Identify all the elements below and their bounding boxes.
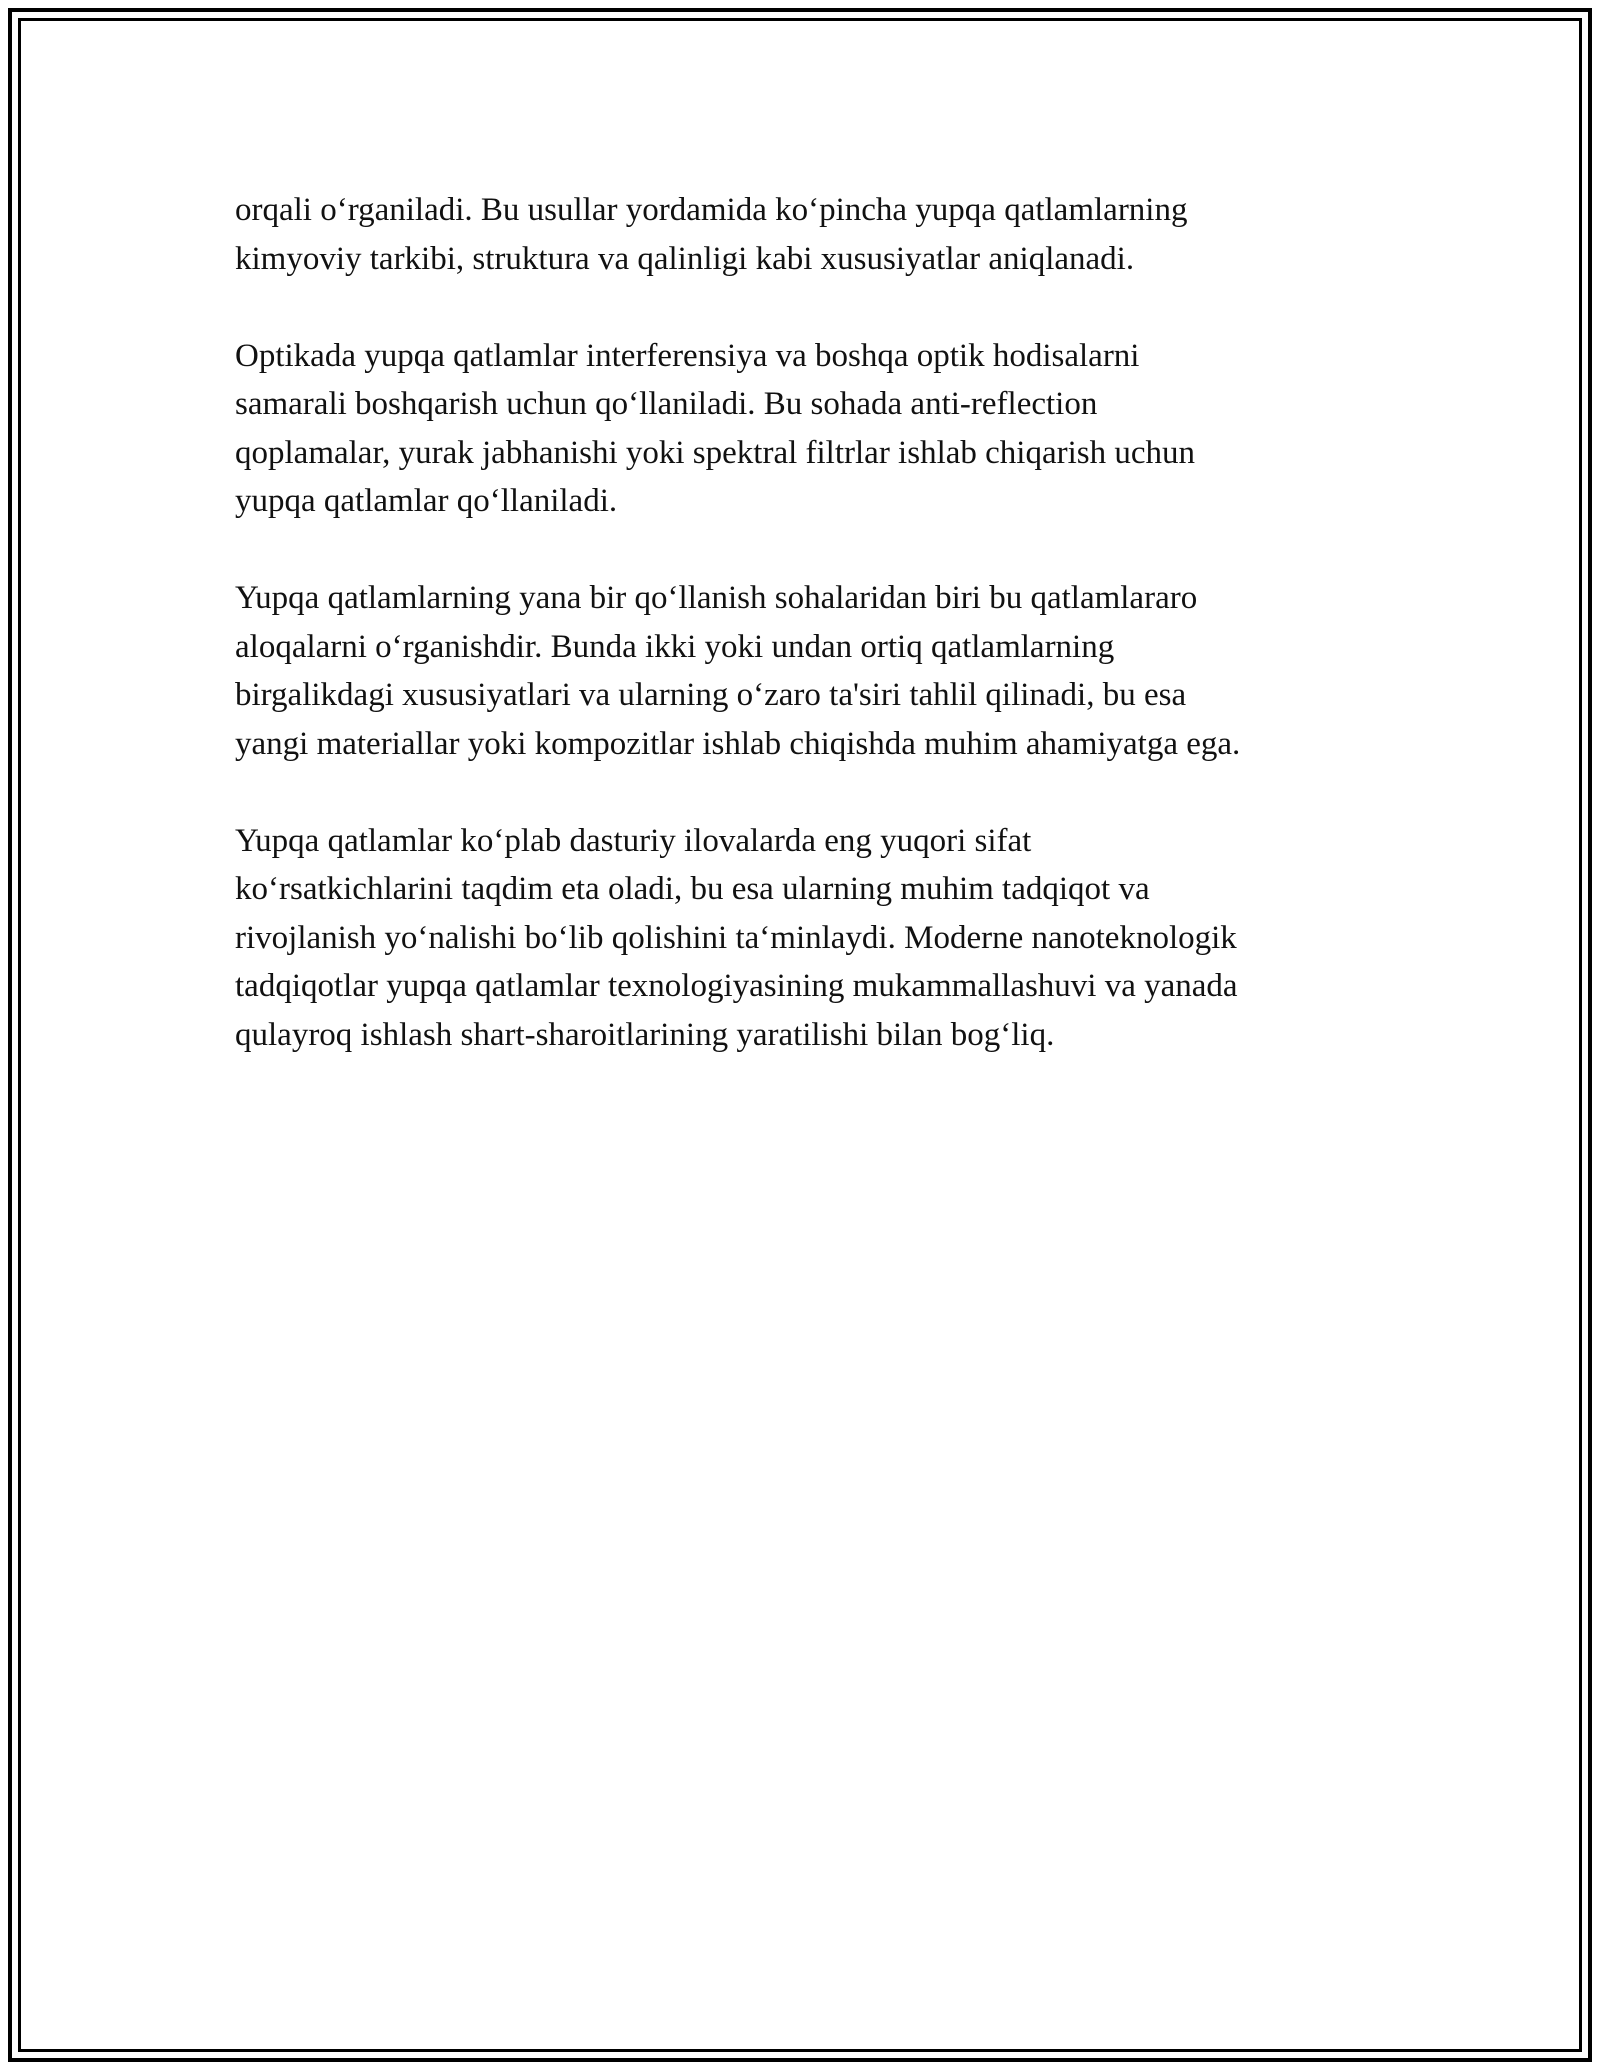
text-line: rivojlanish yo‘nalishi bo‘lib qolishini ta‘minlaydi. Moderne nanoteknologik [235, 919, 1237, 956]
text-line: Yupqa qatlamlarning yana bir qo‘llanish sohalaridan biri bu qatlamlararo [235, 580, 1198, 616]
text-line: ko‘rsatkichlarini taqdim eta oladi, bu esa ularning muhim tadqiqot va [235, 871, 1150, 907]
document-body [235, 186, 1365, 1108]
text-line: aloqalarni o‘rganishdir. Bunda ikki yoki undan ortiq qatlamlarning [235, 628, 1115, 665]
text-line: yupqa qatlamlar qo‘llaniladi. [235, 483, 618, 519]
text-line: yangi materiallar yoki kompozitlar ishlab chiqishda muhim ahamiyatga ega. [235, 725, 1241, 762]
paragraph [235, 817, 1365, 1060]
paragraph [235, 332, 1365, 526]
text-line: orqali o‘rganiladi. Bu usullar yordamida ko‘pincha yupqa qatlamlarning [235, 192, 1188, 228]
text-line: kimyoviy tarkibi, struktura va qalinligi kabi xususiyatlar aniqlanadi. [235, 240, 1135, 277]
text-line: birgalikdagi xususiyatlari va ularning o‘zaro ta'siri tahlil qilinadi, bu esa [235, 677, 1187, 713]
paragraph [235, 186, 1365, 283]
text-line: Optikada yupqa qatlamlar interferensiya va boshqa optik hodisalarni [235, 337, 1140, 374]
text-line: tadqiqotlar yupqa qatlamlar texnologiyasining mukammallashuvi va yanada [235, 968, 1238, 1004]
text-line: Yupqa qatlamlar ko‘plab dasturiy ilovalarda eng yuqori sifat [235, 822, 1032, 859]
text-line: qoplamalar, yurak jabhanishi yoki spektral filtrlar ishlab chiqarish uchun [235, 434, 1195, 471]
paragraph [235, 574, 1365, 768]
text-line: qulayroq ishlash shart-sharoitlarining yaratilishi bilan bog‘liq. [235, 1016, 1055, 1053]
text-line: samarali boshqarish uchun qo‘llaniladi. Bu sohada anti-reflection [235, 386, 1098, 422]
